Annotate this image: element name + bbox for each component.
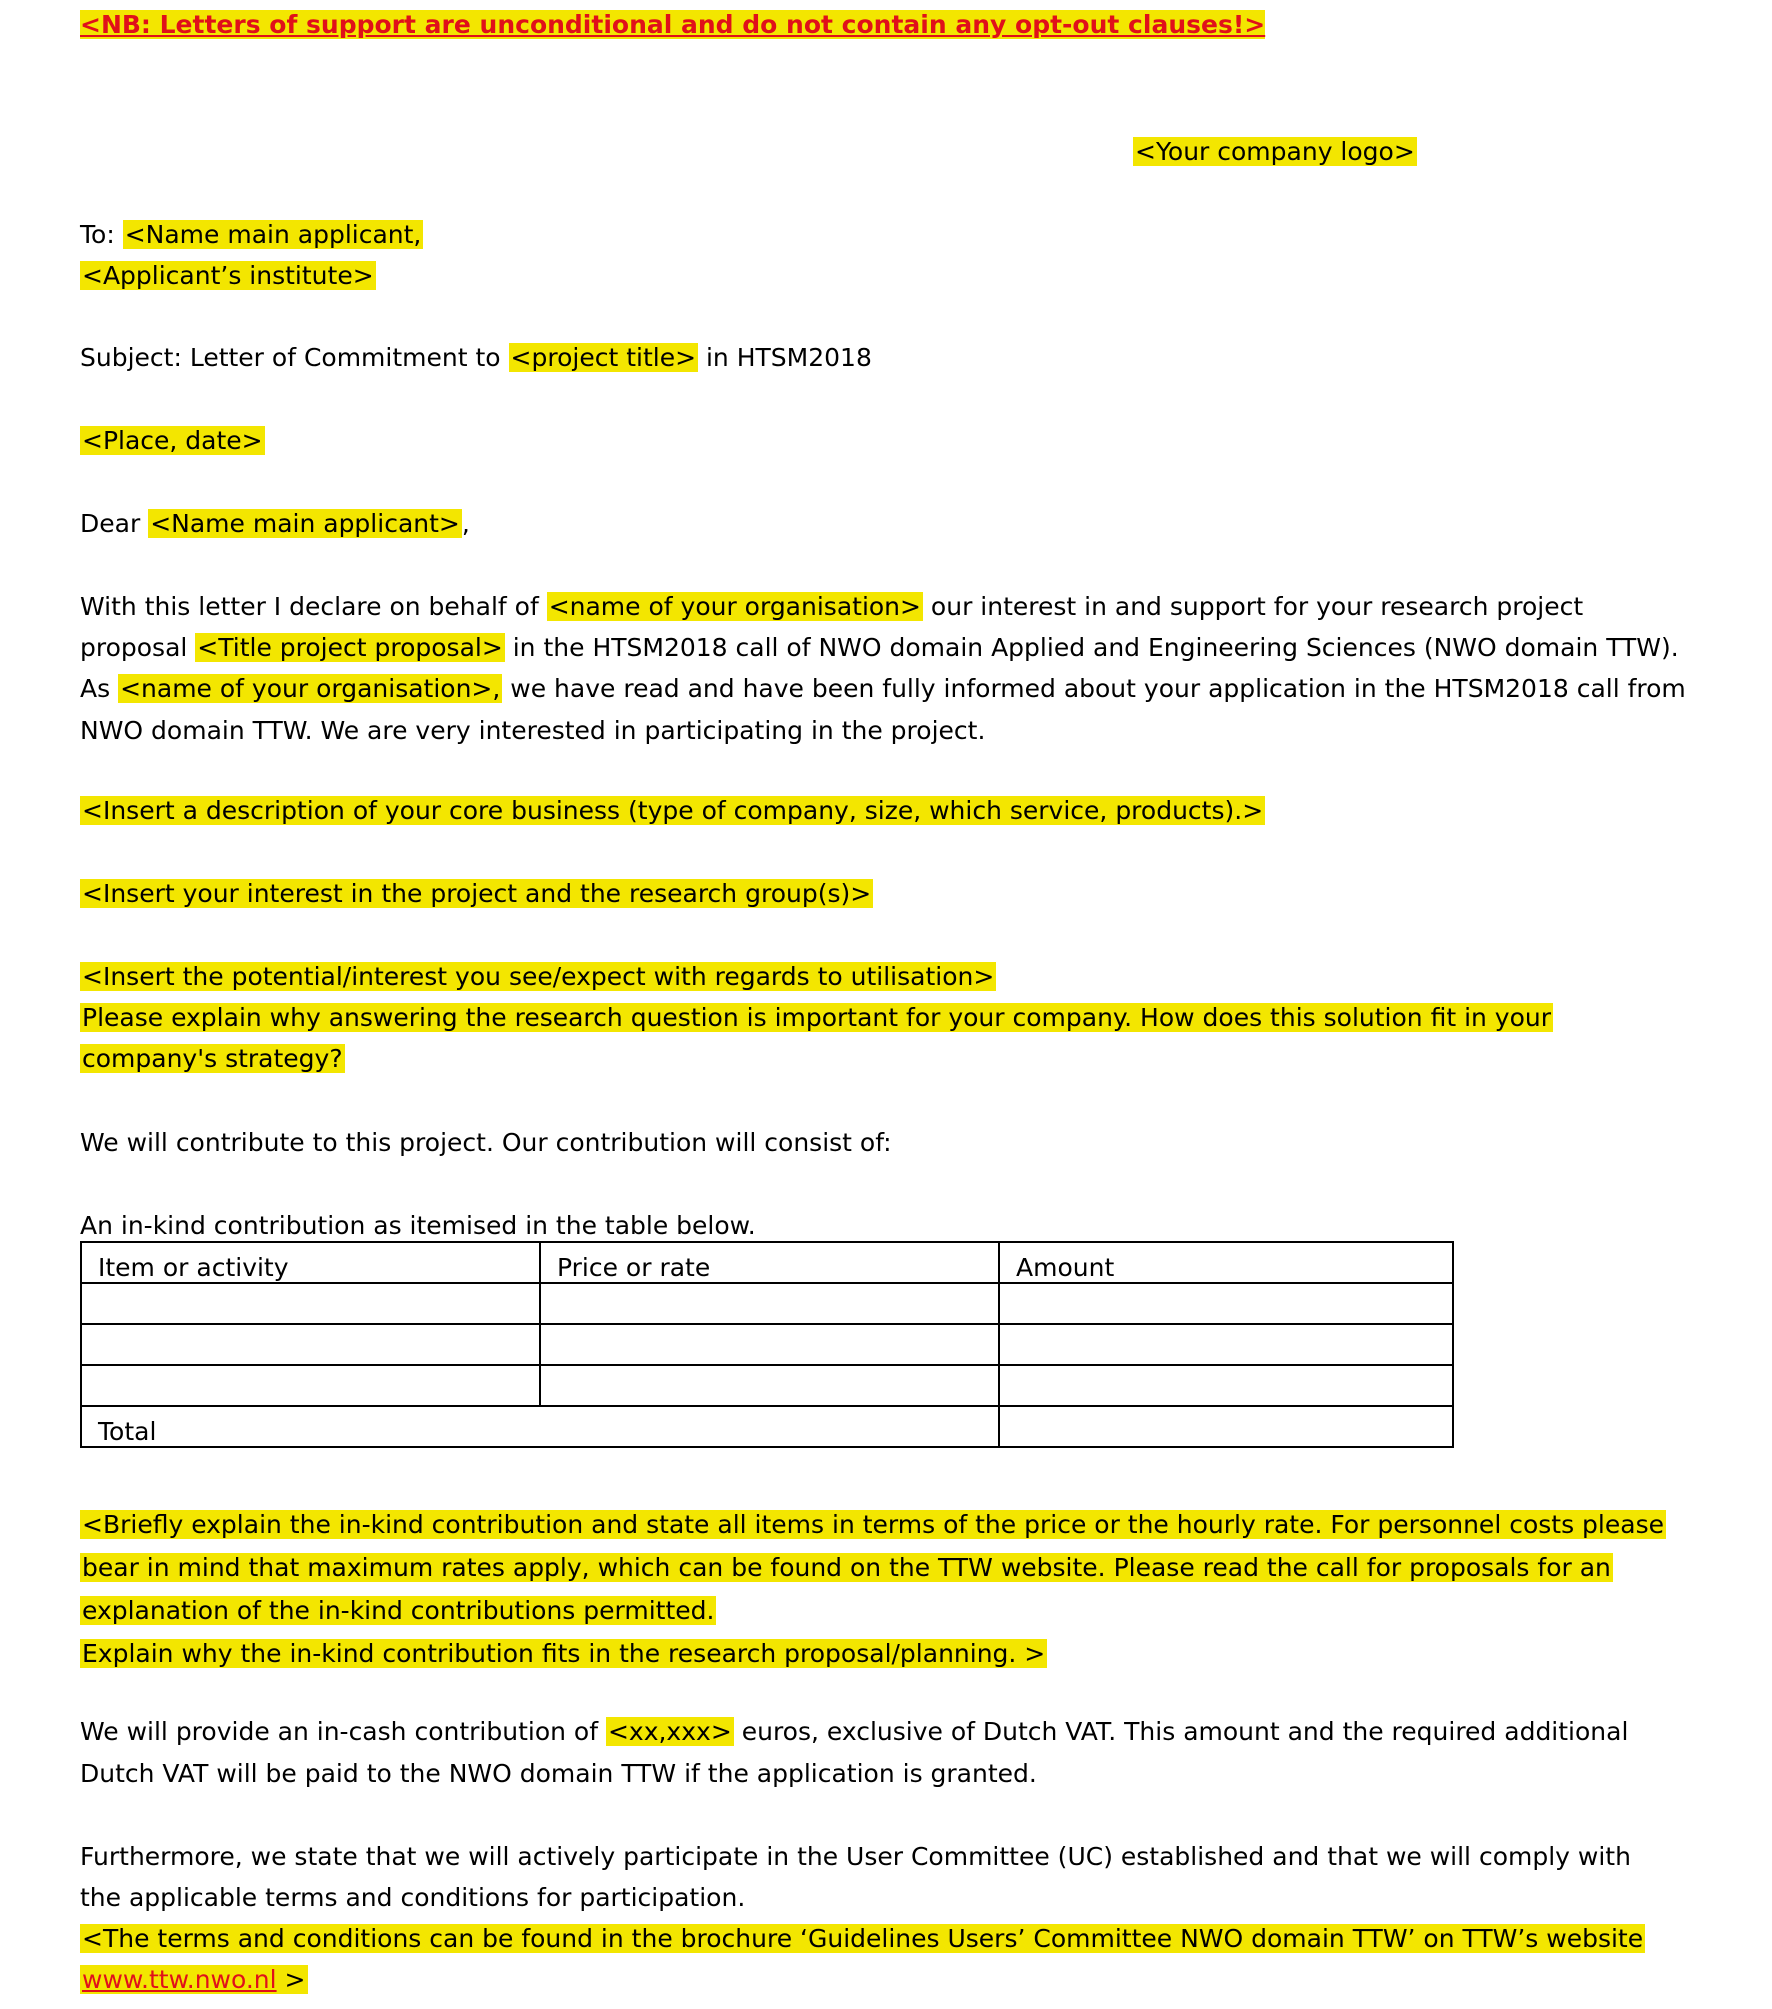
declaration-line-2	[80, 627, 1679, 668]
contribute-intro: We will contribute to this project. Our contribution will consist of:	[80, 1128, 892, 1157]
declaration-text: With this letter I declare on behalf of	[80, 592, 547, 621]
table-row	[81, 1365, 1453, 1406]
table-cell[interactable]	[999, 1283, 1453, 1324]
to-applicant-name: <Name main applicant,	[124, 220, 422, 249]
terms-placeholder: <The terms and conditions can be found in the brochure ‘Guidelines Users’ Committee NWO domain TTW’ on TTW’s website	[82, 1924, 1644, 1953]
header-item-or-activity: Item or activity	[81, 1242, 540, 1283]
table-cell[interactable]	[540, 1283, 999, 1324]
cash-text: Dutch VAT will be paid to the NWO domain TTW if the application is granted.	[80, 1759, 1037, 1788]
inkind-intro: An in-kind contribution as itemised in the table below.	[80, 1211, 756, 1240]
utilisation-line-2	[80, 997, 1553, 1038]
inkind-explain-line-2	[80, 1547, 1613, 1588]
contribute-intro-line	[80, 1122, 892, 1163]
cash-text: We will provide an in-cash contribution of	[80, 1717, 606, 1746]
cash-text: euros, exclusive of Dutch VAT. This amount and the required additional	[733, 1717, 1629, 1746]
insert-business-line	[80, 790, 1265, 831]
declaration-text: we have read and have been fully informed about your application in the HTSM2018 call from	[502, 674, 1686, 703]
header-amount: Amount	[999, 1242, 1453, 1283]
insert-business: <Insert a description of your core business (type of company, size, which service, products).>	[82, 796, 1264, 825]
company-logo-placeholder	[1133, 131, 1417, 172]
place-date: <Place, date>	[82, 426, 263, 455]
warning-notice	[80, 4, 1265, 45]
declaration-text: our interest in and support for your research project	[922, 592, 1584, 621]
committee-text: Furthermore, we state that we will actively participate in the User Committee (UC) established and that we will comply with	[80, 1842, 1631, 1871]
salutation-dear: Dear	[80, 509, 149, 538]
table-row	[81, 1324, 1453, 1365]
utilisation-question-end: company's strategy?	[82, 1044, 343, 1073]
salutation-comma: ,	[461, 509, 470, 538]
place-date-line	[80, 420, 265, 461]
inkind-explain-line-4	[80, 1633, 1047, 1674]
header-price-or-rate: Price or rate	[540, 1242, 999, 1283]
inkind-explain-text: Explain why the in-kind contribution fits in the research proposal/planning. >	[82, 1639, 1046, 1668]
inkind-explain-line-1	[80, 1504, 1666, 1545]
declaration-text: in the HTSM2018 call of NWO domain Applied and Engineering Sciences (NWO domain TTW).	[504, 633, 1679, 662]
declaration-text: NWO domain TTW. We are very interested in participating in the project.	[80, 716, 986, 745]
declaration-line-4	[80, 710, 985, 751]
committee-line-2	[80, 1877, 745, 1918]
cash-line-2	[80, 1753, 1037, 1794]
utilisation-question: Please explain why answering the research question is important for your company. How does this solution fit in your	[82, 1003, 1552, 1032]
cash-line-1	[80, 1711, 1628, 1752]
declaration-text: As	[80, 674, 119, 703]
salutation-name: <Name main applicant>	[150, 509, 460, 538]
table-cell[interactable]	[81, 1365, 540, 1406]
inkind-explain-line-3	[80, 1590, 716, 1631]
salutation-line	[80, 503, 470, 544]
terms-placeholder-end	[80, 1965, 308, 1994]
table-row	[81, 1283, 1453, 1324]
total-amount-cell[interactable]	[999, 1406, 1453, 1447]
to-line	[80, 214, 423, 255]
inkind-contribution-table	[80, 1241, 1454, 1448]
table-cell[interactable]	[540, 1324, 999, 1365]
inkind-intro-line	[80, 1205, 756, 1246]
organisation-placeholder: <name of your organisation>,	[120, 674, 501, 703]
subject-line	[80, 337, 872, 378]
table-cell[interactable]	[999, 1324, 1453, 1365]
committee-line-4	[80, 1959, 308, 2000]
to-institute: <Applicant’s institute>	[82, 261, 374, 290]
proposal-title-placeholder: <Title project proposal>	[197, 633, 503, 662]
table-cell[interactable]	[999, 1365, 1453, 1406]
committee-text: the applicable terms and conditions for participation.	[80, 1883, 746, 1912]
committee-line-1	[80, 1836, 1631, 1877]
insert-interest: <Insert your interest in the project and the research group(s)>	[82, 879, 872, 908]
inkind-explain-text: explanation of the in-kind contributions permitted.	[82, 1596, 715, 1625]
logo-placeholder-text: <Your company logo>	[1135, 137, 1415, 166]
inkind-explain-text: bear in mind that maximum rates apply, which can be found on the TTW website. Please read the call for proposals for an	[82, 1553, 1611, 1582]
utilisation-line-3	[80, 1038, 345, 1079]
table-cell[interactable]	[540, 1365, 999, 1406]
declaration-line-1	[80, 586, 1583, 627]
declaration-text: proposal	[80, 633, 196, 662]
to-institute-line	[80, 255, 376, 296]
table-cell[interactable]	[81, 1283, 540, 1324]
warning-text: <NB: Letters of support are unconditional and do not contain any opt-out clauses!>	[80, 10, 1266, 39]
to-label: To:	[80, 220, 123, 249]
table-cell[interactable]	[81, 1324, 540, 1365]
subject-project-title: <project title>	[510, 343, 697, 372]
organisation-placeholder: <name of your organisation>	[548, 592, 921, 621]
insert-interest-line	[80, 873, 873, 914]
table-total-row	[81, 1406, 1453, 1447]
terms-close: >	[276, 1965, 306, 1994]
cash-amount-placeholder: <xx,xxx>	[607, 1717, 732, 1746]
utilisation-placeholder: <Insert the potential/interest you see/expect with regards to utilisation>	[82, 962, 995, 991]
committee-line-3	[80, 1918, 1645, 1959]
subject-suffix: in HTSM2018	[698, 343, 872, 372]
ttw-website-link[interactable]: www.ttw.nwo.nl	[82, 1965, 277, 1994]
inkind-explain-text: <Briefly explain the in-kind contribution and state all items in terms of the price or the hourly rate. For personnel costs please	[82, 1510, 1664, 1539]
utilisation-line-1	[80, 956, 996, 997]
declaration-line-3	[80, 668, 1686, 709]
subject-prefix: Subject: Letter of Commitment to	[80, 343, 509, 372]
total-label: Total	[81, 1406, 999, 1447]
table-header-row	[81, 1242, 1453, 1283]
